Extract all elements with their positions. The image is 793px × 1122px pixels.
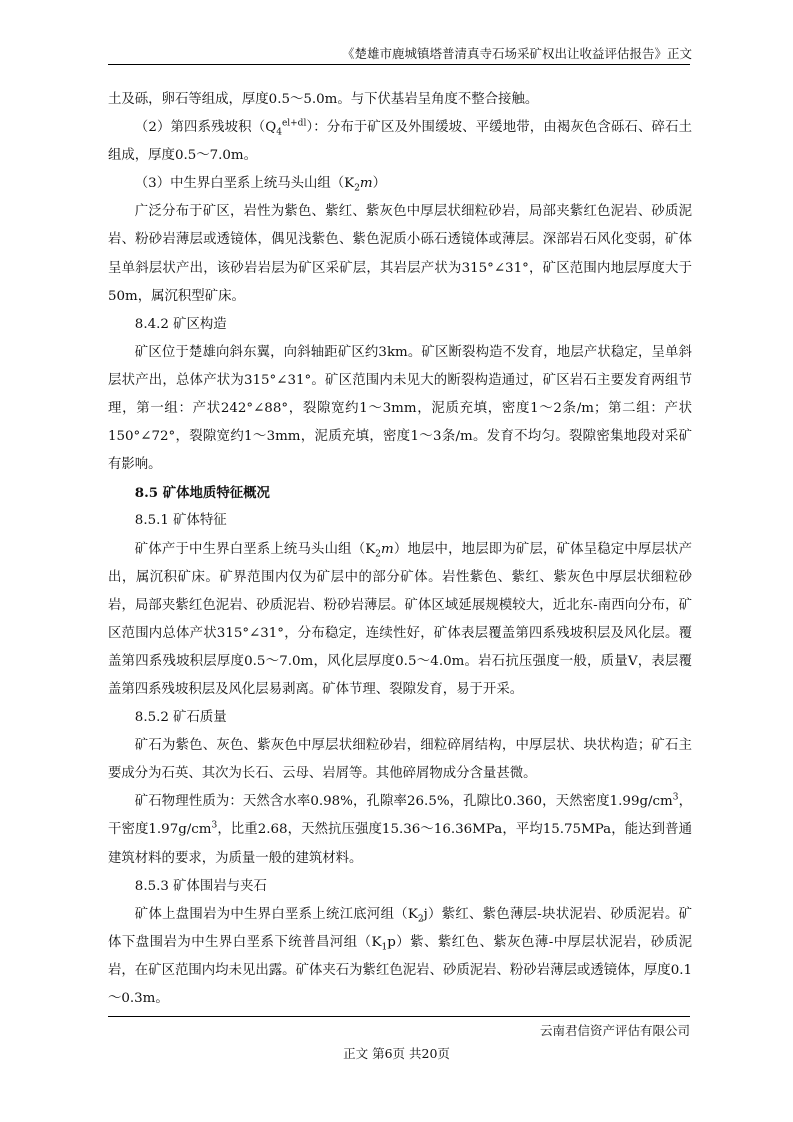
subscript: 2 <box>354 183 360 194</box>
subscript: 2 <box>375 549 382 560</box>
paragraph-matoushan-description: 广泛分布于矿区，岩性为紫色、紫红、紫灰色中厚层状细粒砂岩，局部夹紫红色泥岩、砂质泥岩、粉砂岩薄层或透镜体，偶见浅紫色、紫色泥质小砾石透镜体或薄层。深部岩石风化变弱，矿体呈单斜层状产出，该砂岩岩层为矿区采矿层，其岩层产状为315°∠31°，矿区范围内地层厚度大于50m，属沉积型矿床。 <box>108 204 692 304</box>
paragraph-ore-quality: 矿石为紫色、灰色、紫灰色中厚层状细粒砂岩，细粒碎屑结构，中厚层状、块状构造；矿石主要成分为石英、其次为长石、云母、岩屑等。其他碎屑物成分含量甚微。 <box>108 738 692 782</box>
paragraph-text: （2）第四系残坡积（Q <box>134 120 277 136</box>
paragraph-mine-structure: 矿区位于楚雄向斜东翼，向斜轴距矿区约3km。矿区断裂构造不发育，地层产状稳定，呈单斜层状产出，总体产状为315°∠31°。矿区范围内未见大的断裂构造通过，矿区岩石主要发育两组节理，第一组：产状242°∠88°，裂隙宽约1～3mm，泥质充填，密度1～2条/m；第二组：产状150°∠72°，裂隙宽约1～3mm，泥质充填，密度1～3条/m。发育不均匀。裂隙密集地段对采矿有影响。 <box>108 344 692 473</box>
superscript: 3 <box>211 820 218 831</box>
paragraph-quaternary-alluvium-end: 土及砾，卵石等组成，厚度0.5～5.0m。与下伏基岩呈角度不整合接触。 <box>108 92 539 107</box>
subscript: 1 <box>381 942 388 953</box>
paragraph-ore-physical-properties <box>108 788 692 872</box>
paragraph-ore-body-features <box>108 536 692 705</box>
section-heading-8-5-3: 8.5.3 矿体围岩与夹石 <box>134 878 267 894</box>
subscript: 4 <box>276 127 282 138</box>
page-number: 正文 第6页 共20页 <box>343 1046 450 1061</box>
paragraph-text: （3）中生界白垩系上统马头山组（K <box>134 176 355 192</box>
superscript: 3 <box>672 792 679 803</box>
paragraph-text: ，比重2.68，天然抗压强度15.36～16.36MPa，平均15.75MPa，能达到普通建筑材料的要求，为质量一般的建筑材料。 <box>108 822 692 866</box>
paragraph-text: ）地层中，地层即为矿层，矿体呈稳定中厚层状产出，属沉积矿床。矿界范围内仅为矿层中的部分矿体。岩性紫色、紫红、紫灰色中厚层状细粒砂岩，局部夹紫红色泥岩、砂质泥岩、粉砂岩薄层。矿体区域延展规模较大，近北东-南西向分布，矿区范围内总体产状315°∠31°，分布稳定，连续性好，矿体表层覆盖第四系残坡积层及风化层。覆盖第四系残坡积层厚度0.5～7.0m，风化层厚度0.5～4.0m。岩石抗压强度一般，质量V，表层覆盖第四系残坡积层及风化层易剥离。矿体节理、裂隙发育，易于开采。 <box>108 541 692 697</box>
subscript: 2 <box>417 914 424 925</box>
paragraph-text: ） <box>372 176 387 192</box>
italic-symbol: m <box>359 176 373 192</box>
section-heading-8-5-2: 8.5.2 矿石质量 <box>134 710 227 726</box>
paragraph-text: 矿石物理性质为：天然含水率0.98%，孔隙率26.5%，孔隙比0.360，天然密度1.99g/cm <box>134 794 673 810</box>
italic-symbol: m <box>381 541 394 557</box>
paragraph-text: j）紫红、紫色薄层-块状泥岩、砂质泥岩。矿体下盘围岩为中生界白垩系下统普昌河组（K <box>108 906 692 950</box>
section-heading-8-5-1: 8.5.1 矿体特征 <box>134 513 227 529</box>
paragraph-matoushan-heading <box>108 170 692 198</box>
footer-company: 云南君信资产评估有限公司 <box>539 1023 690 1038</box>
paragraph-text: 矿体上盘围岩为中生界白垩系上统江底河组（K <box>134 906 418 922</box>
footer-divider <box>108 1016 690 1017</box>
paragraph-text: ）：分布于矿区及外围缓坡、平缓地带，由褐灰色含砾石、碎石土组成，厚度0.5～7.0m。 <box>108 120 692 164</box>
paragraph-text: ，干密度1.97g/cm <box>108 794 693 838</box>
paragraph-text: p）紫、紫红色、紫灰色薄-中厚层状泥岩，砂质泥岩，在矿区范围内均未见出露。矿体夹石为紫红色泥岩、砂质泥岩、粉砂岩薄层或透镜体，厚度0.1～0.3m。 <box>108 934 692 1006</box>
section-heading-8-5: 8.5 矿体地质特征概况 <box>134 485 270 502</box>
paragraph-wall-rock <box>108 901 692 1013</box>
header-title: 《楚雄市鹿城镇塔普清真寺石场采矿权出让收益评估报告》正文 <box>341 46 692 61</box>
document-body <box>108 86 692 1013</box>
section-heading-8-4-2: 8.4.2 矿区构造 <box>134 316 227 332</box>
paragraph-text: 矿体产于中生界白垩系上统马头山组（K <box>134 541 376 557</box>
superscript: el+dl <box>281 118 307 129</box>
header-divider <box>108 64 690 65</box>
paragraph-quaternary-eluvium <box>108 114 692 170</box>
